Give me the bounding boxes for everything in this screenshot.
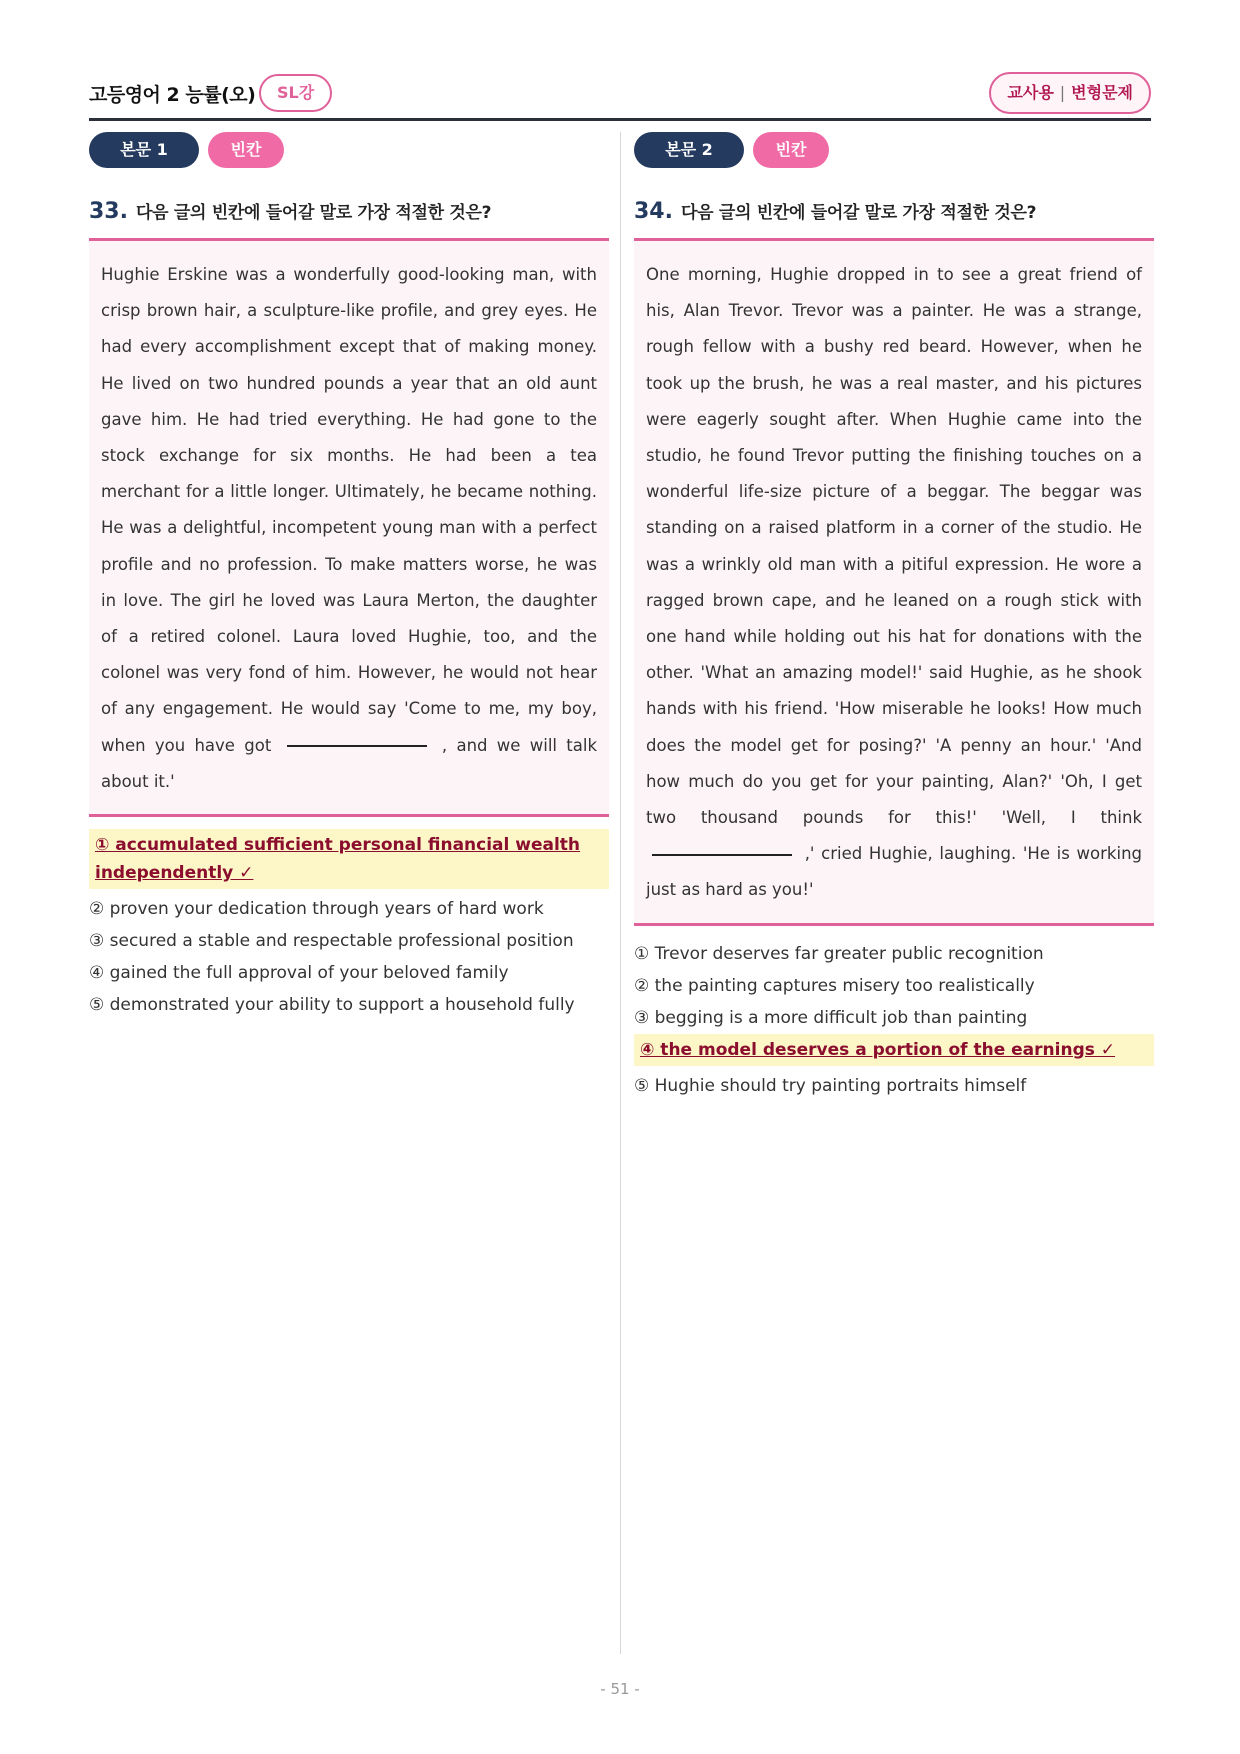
question-text: 다음 글의 빈칸에 들어갈 말로 가장 적절한 것은? — [135, 203, 492, 223]
option-5: ⑤ demonstrated your ability to support a household fully — [89, 995, 575, 1016]
header-rule — [89, 118, 1151, 121]
question-type-tag: 빈칸 — [208, 132, 284, 168]
option-2: ② the painting captures misery too realistically — [634, 975, 1035, 996]
option-4: ④ gained the full approval of your beloved family — [89, 963, 509, 984]
right-column — [634, 132, 1154, 1102]
teacher-label: 교사용 — [1007, 83, 1054, 102]
option-5: ⑤ Hughie should try painting portraits himself — [634, 1075, 1027, 1096]
passage-text-end: ,' cried Hughie, laughing. 'He is working just as hard as you!' — [646, 844, 1142, 900]
answer-options — [634, 938, 1154, 1102]
answer-options — [89, 829, 609, 1021]
passage-text: One morning, Hughie dropped in to see a great friend of his, Alan Trevor. Trevor was a painter. He was a strange, rough fellow with a bushy red beard. However, when he took up the brush, he was a real master, and his pictures were eagerly sought after. When Hughie came into the studio, he found Trevor putting the finishing touches on a wonderful life-size picture of a beggar. The beggar was standing on a raised platform in a corner of the studio. He was a wrinkly old man with a pitiful expression. He wore a ragged brown cape, and he leaned on a rough stick with one hand while holding out his hat for donations with the other. 'What an amazing model!' said Hughie, as he shook hands with his friend. 'How miserable he looks! How much does the model get for posing?' 'A penny an hour.' 'And how much do you get for your painting, Alan?' 'Oh, I get two thousand pounds for this!' 'Well, I think — [646, 265, 1142, 828]
type-label: 변형문제 — [1071, 83, 1133, 102]
section-label: 본문 1 — [89, 132, 199, 168]
question-heading — [89, 198, 609, 234]
column-divider — [620, 132, 621, 1654]
badge-separator: | — [1059, 83, 1066, 102]
question-number: 33. — [89, 199, 128, 224]
lesson-badge: SL강 — [259, 74, 332, 112]
option-1: ① Trevor deserves far greater public recognition — [634, 943, 1044, 964]
section-tags — [634, 132, 1154, 168]
page-number: - 51 - — [600, 1680, 640, 1698]
passage-box — [634, 238, 1154, 926]
option-2: ② proven your dedication through years of hard work — [89, 899, 544, 920]
answer-blank — [652, 854, 792, 856]
document-title: 고등영어 2 능률(오) — [89, 84, 256, 106]
passage-box — [89, 238, 609, 817]
question-heading — [634, 198, 1154, 234]
section-label: 본문 2 — [634, 132, 744, 168]
question-type-tag: 빈칸 — [753, 132, 829, 168]
option-4: ④ the model deserves a portion of the earnings ✓ — [634, 1034, 1154, 1066]
section-tags — [89, 132, 609, 168]
question-number: 34. — [634, 199, 673, 224]
passage-text: Hughie Erskine was a wonderfully good-looking man, with crisp brown hair, a sculpture-like profile, and grey eyes. He had every accomplishment except that of making money. He lived on two hundred pounds a year that an old aunt gave him. He had tried everything. He had gone to the stock exchange for six months. He had been a tea merchant for a little longer. Ultimately, he became nothing. He was a delightful, incompetent young man with a perfect profile and no profession. To make matters worse, he was in love. The girl he loved was Laura Merton, the daughter of a retired colonel. Laura loved Hughie, too, and the colonel was very fond of him. However, he would not hear of any engagement. He would say 'Come to me, my boy, when you have got — [101, 265, 597, 755]
left-column — [89, 132, 609, 1021]
option-3: ③ secured a stable and respectable professional position — [89, 931, 574, 952]
answer-blank — [287, 745, 427, 747]
passage-text-end: , and we will talk about it.' — [101, 735, 598, 791]
edition-badge — [989, 72, 1151, 114]
page-header — [89, 70, 1151, 122]
option-3: ③ begging is a more difficult job than painting — [634, 1007, 1028, 1028]
option-1: ① accumulated sufficient personal financial wealth independently ✓ — [89, 829, 609, 889]
question-text: 다음 글의 빈칸에 들어갈 말로 가장 적절한 것은? — [680, 203, 1037, 223]
